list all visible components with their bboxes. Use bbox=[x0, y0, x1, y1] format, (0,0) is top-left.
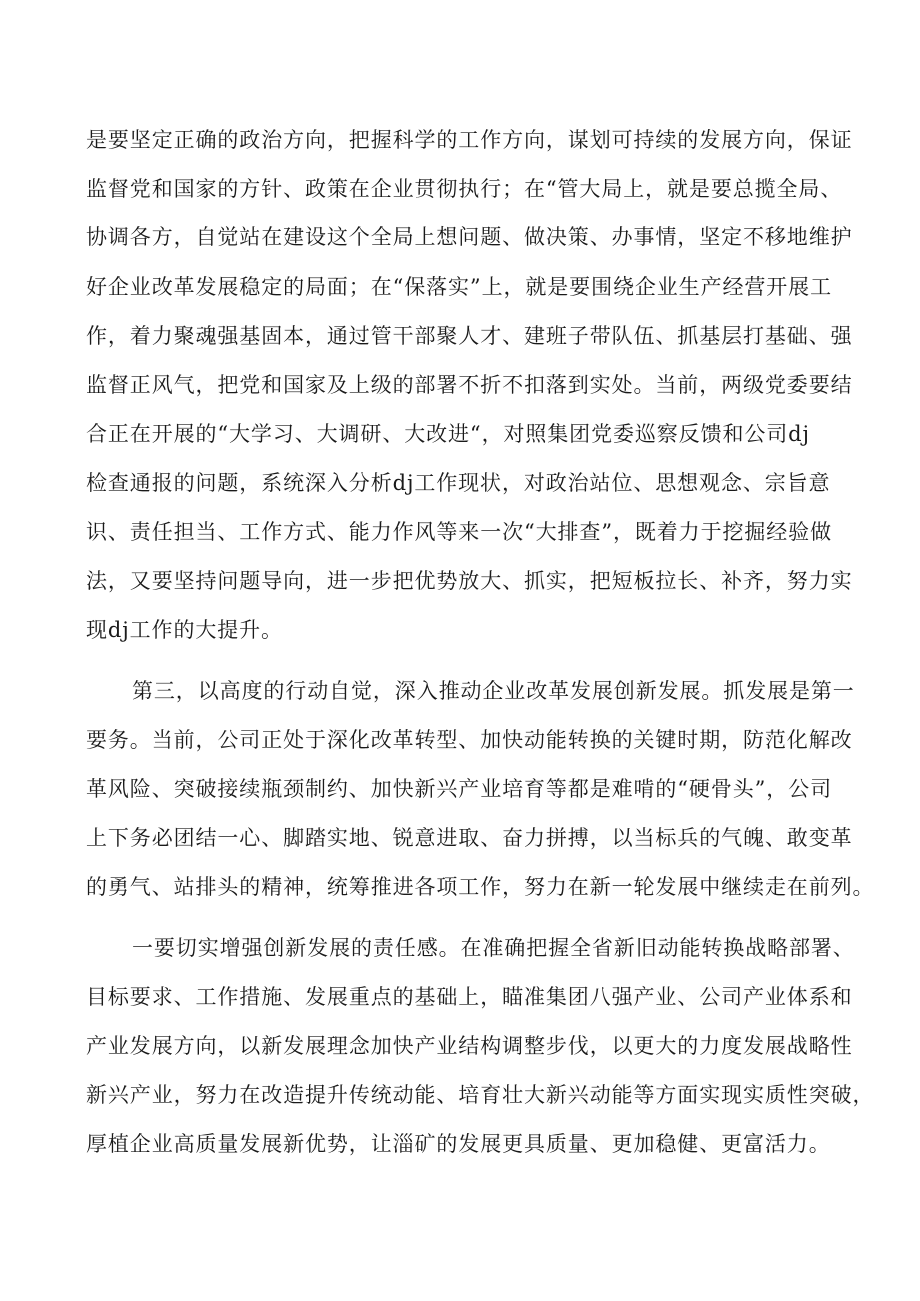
text-line: 厚植企业高质量发展新优势，让淄矿的发展更具质量、更加稳健、更富活力。 bbox=[86, 1132, 831, 1156]
text-line: 上下务必团结一心、脚踏实地、锐意进取、奋力拼搏，以当标兵的气魄、敢变革 bbox=[86, 826, 853, 850]
text-line: 识、责任担当、工作方式、能力作风等来一次“大排查”，既着力于挖掘经验做 bbox=[86, 520, 832, 544]
text-line: 新兴产业，努力在改造提升传统动能、培育壮大新兴动能等方面实现实质性突破， bbox=[86, 1083, 875, 1107]
text-line: 监督正风气，把党和国家及上级的部署不折不扣落到实处。当前，两级党委要结 bbox=[86, 373, 853, 397]
text-line: 的勇气、站排头的精神，统筹推进各项工作，努力在新一轮发展中继续走在前列。 bbox=[86, 875, 875, 899]
text-line: 法，又要坚持问题导向，进一步把优势放大、抓实，把短板拉长、补齐，努力实 bbox=[86, 569, 853, 593]
text-line: 产业发展方向，以新发展理念加快产业结构调整步伐，以更大的力度发展战略性 bbox=[86, 1034, 853, 1058]
text-line: 检查通报的问题，系统深入分析dj工作现状，对政治站位、思想观念、宗旨意 bbox=[86, 471, 831, 495]
text-line: 监督党和国家的方针、政策在企业贯彻执行；在“管大局上，就是要总揽全局、 bbox=[86, 177, 843, 201]
text-line: 革风险、突破接续瓶颈制约、加快新兴产业培育等都是难啃的“硬骨头”，公司 bbox=[86, 777, 832, 801]
text-line: 要务。当前，公司正处于深化改革转型、加快动能转换的关键时期，防范化解改 bbox=[86, 728, 853, 752]
text-line: 现dj工作的大提升。 bbox=[86, 618, 283, 642]
text-line: 好企业改革发展稳定的局面；在“保落实”上，就是要围绕企业生产经营开展工 bbox=[86, 275, 832, 299]
paragraph-first-line: 第三，以高度的行动自觉，深入推动企业改革发展创新发展。抓发展是第一 bbox=[132, 679, 855, 703]
text-line: 合正在开展的“大学习、大调研、大改进“，对照集团党委巡察反馈和公司dj bbox=[86, 422, 810, 446]
text-line: 作，着力聚魂强基固本，通过管干部聚人才、建班子带队伍、抓基层打基础、强 bbox=[86, 324, 853, 348]
text-line: 目标要求、工作措施、发展重点的基础上，瞄准集团八强产业、公司产业体系和 bbox=[86, 985, 853, 1009]
text-line: 是要坚定正确的政治方向，把握科学的工作方向，谋划可持续的发展方向，保证 bbox=[86, 128, 853, 152]
text-line: 协调各方，自觉站在建设这个全局上想问题、做决策、办事情，坚定不移地维护 bbox=[86, 225, 853, 249]
paragraph-first-line: 一要切实增强创新发展的责任感。在准确把握全省新旧动能转换战略部署、 bbox=[132, 936, 855, 960]
